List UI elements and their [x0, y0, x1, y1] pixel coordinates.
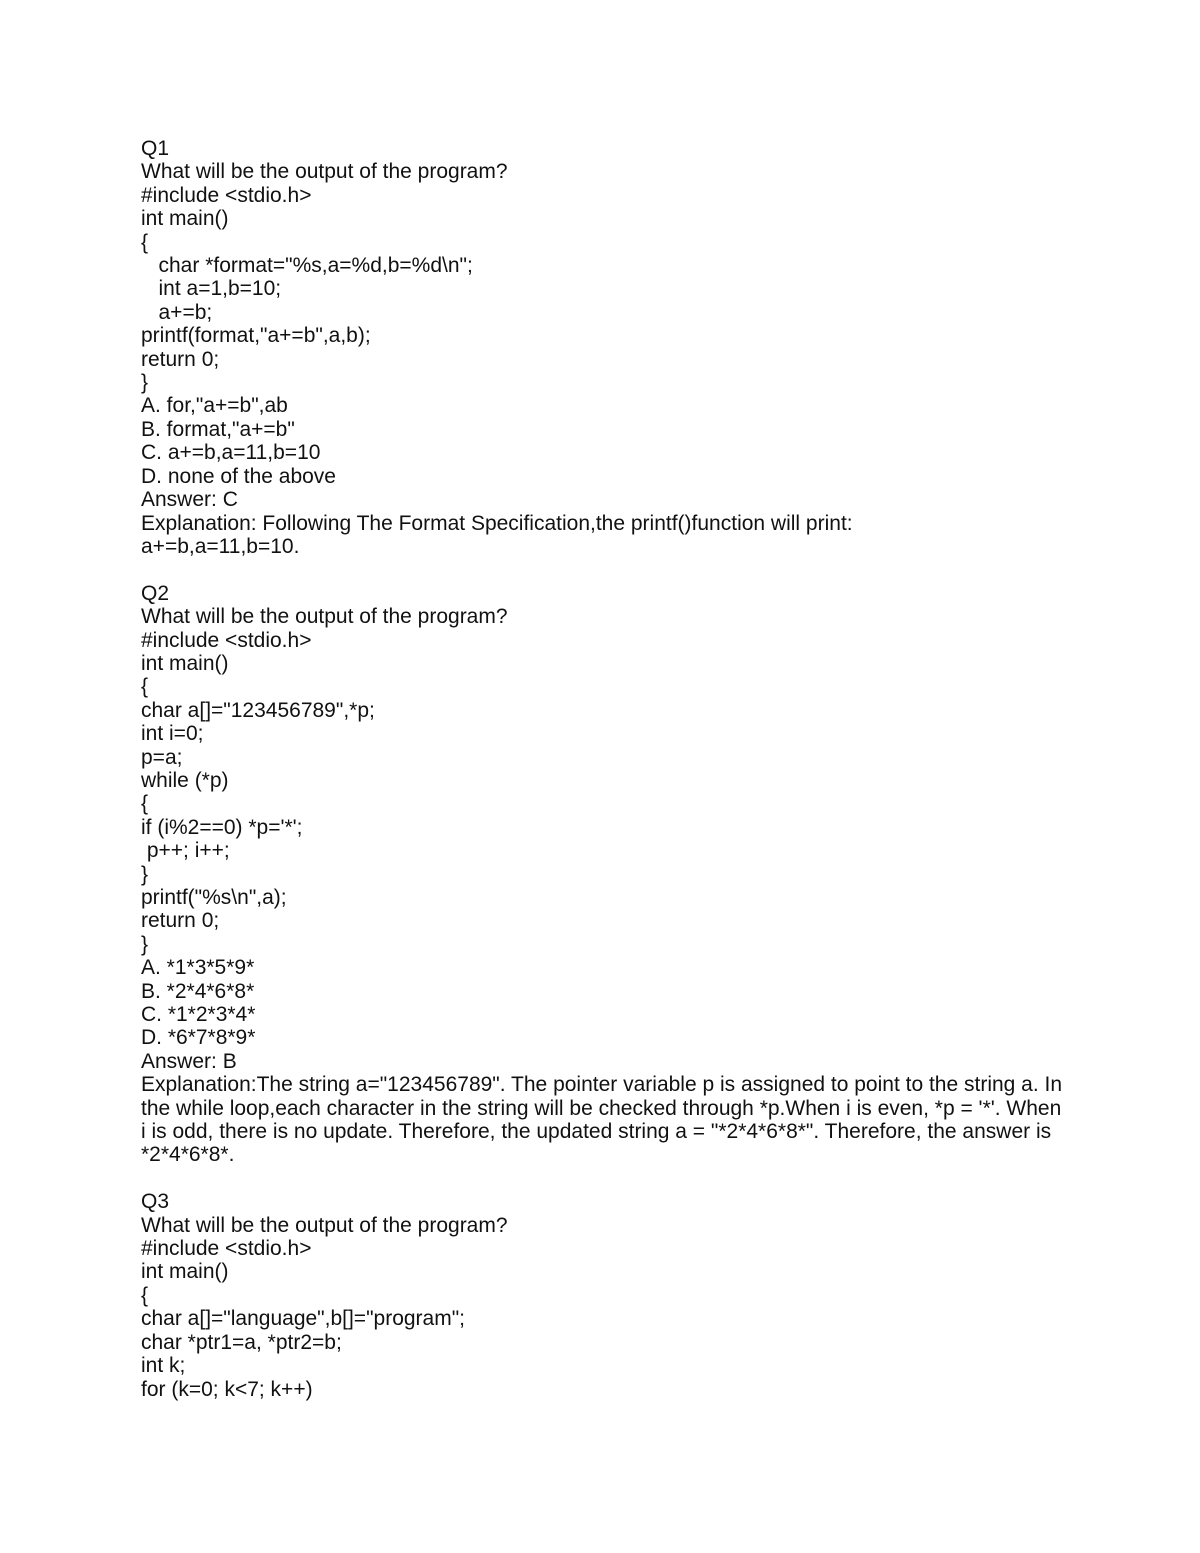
code-line: printf(format,"a+=b",a,b);	[141, 324, 371, 348]
question-3	[141, 1190, 1081, 1401]
code-line: char a[]="language",b[]="program";	[141, 1307, 466, 1331]
code-line: int a=1,b=10;	[141, 277, 282, 301]
code-line: return 0;	[141, 347, 220, 371]
question-label: Q3	[141, 1190, 170, 1214]
code-line: }	[141, 862, 149, 886]
document-page	[141, 137, 1081, 1401]
code-line: char *ptr1=a, *ptr2=b;	[141, 1330, 342, 1354]
option-b: B. format,"a+=b"	[141, 417, 295, 441]
code-line: {	[141, 792, 149, 816]
code-line: printf("%s\n",a);	[141, 885, 287, 909]
option-d: D. none of the above	[141, 464, 336, 488]
code-line: int main()	[141, 651, 229, 675]
question-label: Q1	[141, 137, 170, 160]
code-block	[141, 1237, 1081, 1401]
code-block	[141, 184, 1081, 395]
code-line: char a[]="123456789",*p;	[141, 698, 375, 722]
code-line: if (i%2==0) *p='*';	[141, 815, 303, 839]
code-line: int k;	[141, 1354, 186, 1378]
code-line: #include <stdio.h>	[141, 628, 312, 652]
question-1	[141, 137, 1081, 558]
code-line: int i=0;	[141, 722, 204, 746]
code-line: return 0;	[141, 909, 220, 933]
explanation: Explanation:The string a="123456789". The pointer variable p is assigned to point to the string a. In the while loop,each character in the string will be checked through *p.When i is even, *p = '*'. When i is odd, there is no update. Therefore, the updated string a = "*2*4*6*8*". Therefore, the answer is *2*4*6*8*.	[141, 1073, 1063, 1167]
code-line: a+=b;	[141, 300, 213, 324]
code-line: }	[141, 932, 149, 956]
code-line: p=a;	[141, 745, 183, 769]
question-prompt: What will be the output of the program?	[141, 605, 508, 629]
code-line: #include <stdio.h>	[141, 1237, 312, 1261]
code-block	[141, 629, 1081, 957]
explanation-line: a+=b,a=11,b=10.	[141, 534, 300, 558]
code-line: {	[141, 1283, 149, 1307]
code-line: int main()	[141, 1260, 229, 1284]
code-line: while (*p)	[141, 768, 229, 792]
code-line: }	[141, 371, 149, 395]
code-line: p++; i++;	[141, 839, 230, 863]
option-a: A. *1*3*5*9*	[141, 956, 255, 980]
code-line: for (k=0; k<7; k++)	[141, 1377, 313, 1401]
spacer	[141, 1167, 1081, 1190]
question-2	[141, 582, 1081, 1167]
question-prompt: What will be the output of the program?	[141, 1213, 508, 1237]
question-prompt: What will be the output of the program?	[141, 160, 508, 184]
option-c: C. *1*2*3*4*	[141, 1003, 256, 1027]
option-d: D. *6*7*8*9*	[141, 1026, 256, 1050]
answer-options	[141, 394, 1081, 488]
question-label: Q2	[141, 581, 170, 605]
code-line: {	[141, 675, 149, 699]
explanation	[141, 512, 1081, 559]
option-c: C. a+=b,a=11,b=10	[141, 441, 321, 465]
code-line: #include <stdio.h>	[141, 183, 312, 207]
code-line: int main()	[141, 207, 229, 231]
code-line: char *format="%s,a=%d,b=%d\n";	[141, 254, 473, 278]
explanation-line: Explanation: Following The Format Specification,the printf()function will print:	[141, 511, 853, 535]
option-a: A. for,"a+=b",ab	[141, 394, 288, 418]
answer: Answer: B	[141, 1049, 237, 1073]
code-line: {	[141, 230, 149, 254]
option-b: B. *2*4*6*8*	[141, 979, 255, 1003]
answer-options	[141, 956, 1081, 1050]
answer: Answer: C	[141, 488, 238, 512]
spacer	[141, 558, 1081, 581]
